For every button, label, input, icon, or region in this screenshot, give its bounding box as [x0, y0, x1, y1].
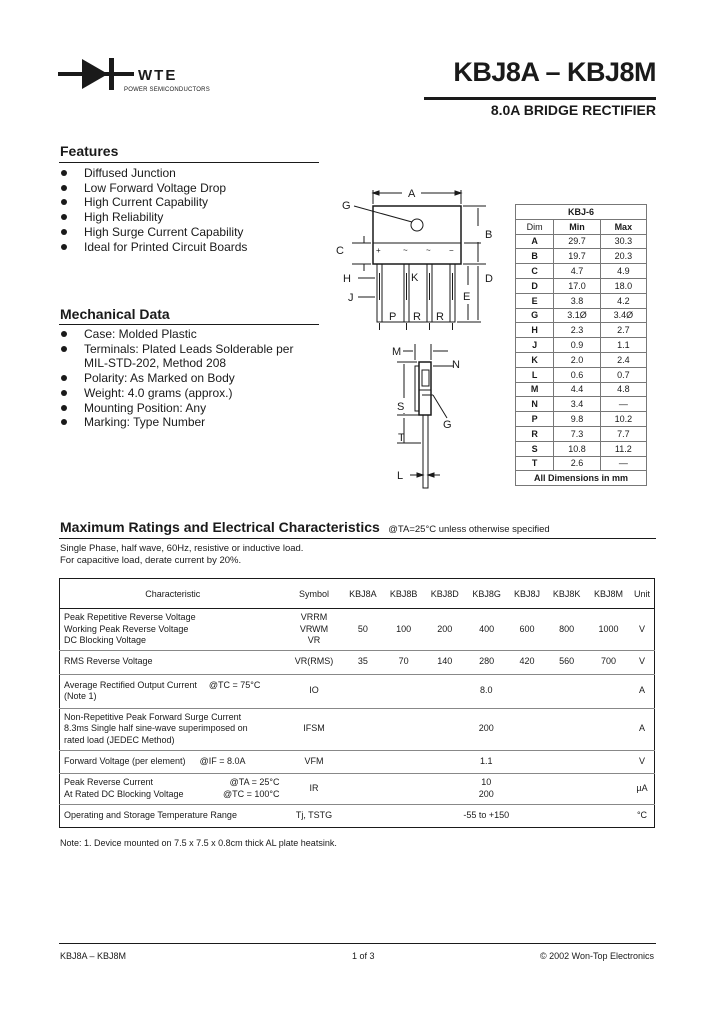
dim-label-n: N [452, 359, 460, 371]
mechanical-heading: Mechanical Data [60, 306, 170, 322]
mechanical-item: Polarity: As Marked on Body [59, 371, 319, 386]
mechanical-item: Case: Molded Plastic [59, 327, 319, 342]
dim-label-a: A [408, 188, 416, 200]
dim-label-l: L [397, 470, 404, 482]
header-rule [424, 97, 656, 100]
rt-symbol: VR [307, 635, 321, 645]
logo-text: WTE [138, 67, 178, 84]
mechanical-item: Weight: 4.0 grams (approx.) [59, 386, 319, 401]
pin-tilde-2: ~ [426, 246, 431, 255]
dim-col-header: Dim [516, 219, 554, 234]
ratings-footnote: Note: 1. Device mounted on 7.5 x 7.5 x 0.8cm thick AL plate heatsink. [60, 838, 337, 848]
rt-value: 560 [546, 650, 587, 674]
dim-col-header: Max [600, 219, 646, 234]
pin-minus: − [449, 246, 454, 255]
rt-symbol: Tj, TSTG [286, 804, 343, 827]
dim-label-d: D [485, 273, 493, 285]
rt-unit: V [630, 750, 655, 773]
table-row [60, 750, 655, 773]
dim-row [516, 352, 647, 367]
features-heading: Features [60, 143, 119, 159]
rt-char-cond: @TA = 25°C [229, 777, 280, 787]
dim-symbol: S [516, 441, 554, 456]
features-rule [59, 162, 319, 163]
dim-row [516, 367, 647, 382]
rt-col-header: KBJ8B [383, 579, 424, 609]
rt-col-header: KBJ8D [424, 579, 465, 609]
rt-symbol: IR [286, 773, 343, 804]
rt-symbol: VRRM [300, 612, 328, 622]
dim-row [516, 382, 647, 397]
logo-subtext: POWER SEMICONDUCTORS [124, 87, 210, 93]
mechanical-item: MIL-STD-202, Method 208 [84, 356, 227, 371]
dim-max: — [600, 456, 646, 471]
dim-symbol: P [516, 412, 554, 427]
dim-min: 0.6 [554, 367, 600, 382]
dim-symbol: J [516, 338, 554, 353]
dim-symbol: D [516, 278, 554, 293]
dim-label-j: J [348, 292, 354, 304]
dim-min: 3.4 [554, 397, 600, 412]
dim-symbol: R [516, 426, 554, 441]
dim-label-m: M [392, 346, 402, 358]
dim-max: 2.4 [600, 352, 646, 367]
rt-char-cond: @IF = 8.0A [199, 755, 246, 766]
feature-item: High Current Capability [59, 195, 319, 210]
rt-value: 35 [343, 650, 384, 674]
dim-row [516, 397, 647, 412]
ratings-note-2: For capacitive load, derate current by 20%. [60, 555, 242, 566]
feature-item: High Surge Current Capability [59, 225, 319, 240]
dim-min: 9.8 [554, 412, 600, 427]
rt-col-header: KBJ8J [508, 579, 547, 609]
dim-row [516, 426, 647, 441]
rt-char-line: Non-Repetitive Peak Forward Surge Current [64, 711, 242, 722]
dim-min: 2.3 [554, 323, 600, 338]
dim-label-g: G [342, 200, 351, 212]
dim-table-footer: All Dimensions in mm [516, 471, 647, 486]
rt-col-header: KBJ8M [587, 579, 630, 609]
dim-symbol: M [516, 382, 554, 397]
dim-symbol: C [516, 264, 554, 279]
rt-char-line: DC Blocking Voltage [64, 635, 147, 645]
rt-col-header: Characteristic [60, 579, 286, 609]
rt-char-cond: @TC = 100°C [222, 788, 280, 799]
dim-label-e: E [463, 291, 471, 303]
rt-value: 400 [466, 609, 508, 651]
dim-symbol: H [516, 323, 554, 338]
rt-char-line: rated load (JEDEC Method) [64, 734, 175, 745]
dim-row [516, 338, 647, 353]
ratings-rule [59, 538, 656, 539]
rt-unit: µA [630, 773, 655, 804]
rt-char: At Rated DC Blocking Voltage [64, 788, 184, 799]
dim-symbol: T [516, 456, 554, 471]
rt-value: 700 [587, 650, 630, 674]
dim-max: 7.7 [600, 426, 646, 441]
dim-min: 7.3 [554, 426, 600, 441]
dim-max: 1.1 [600, 338, 646, 353]
table-row [60, 674, 655, 708]
rt-char-line: 8.3ms Single half sine-wave superimposed on [64, 723, 248, 734]
rt-value: 200 [478, 788, 494, 799]
dim-symbol: K [516, 352, 554, 367]
ratings-table [59, 578, 655, 828]
dim-table-title: KBJ-6 [516, 205, 647, 220]
feature-item: High Reliability [59, 210, 319, 225]
dim-max: 20.3 [600, 249, 646, 264]
footer-left: KBJ8A – KBJ8M [60, 951, 127, 961]
rt-symbol: IO [286, 674, 343, 708]
footer-copyright: © 2002 Won-Top Electronics [539, 951, 654, 961]
dim-symbol: E [516, 293, 554, 308]
dim-row [516, 323, 647, 338]
features-list [59, 166, 319, 254]
dim-label-p: P [389, 311, 397, 323]
feature-item: Diffused Junction [59, 166, 319, 181]
dim-min: 3.8 [554, 293, 600, 308]
rt-value: 420 [508, 650, 547, 674]
rt-char: (Note 1) [64, 691, 97, 701]
part-title: KBJ8A – KBJ8M [453, 57, 656, 87]
mechanical-item: Mounting Position: Any [59, 401, 319, 416]
dim-max: 18.0 [600, 278, 646, 293]
package-outline-drawing [330, 180, 510, 490]
dim-max: 4.2 [600, 293, 646, 308]
dim-max: 0.7 [600, 367, 646, 382]
rt-unit: A [630, 674, 655, 708]
dim-symbol: N [516, 397, 554, 412]
rt-col-header: Symbol [286, 579, 343, 609]
mechanical-rule [59, 324, 319, 325]
dim-min: 3.1Ø [554, 308, 600, 323]
dim-max: 30.3 [600, 234, 646, 249]
pin-tilde-1: ~ [403, 246, 408, 255]
rt-value: 200 [343, 708, 630, 750]
rt-char: Operating and Storage Temperature Range [60, 804, 286, 827]
dim-symbol: A [516, 234, 554, 249]
dim-label-s: S [397, 401, 405, 413]
rt-unit: V [630, 609, 655, 651]
mechanical-item: Terminals: Plated Leads Solderable per [59, 342, 319, 357]
dim-label-h: H [343, 273, 351, 285]
dim-label-t: T [398, 432, 405, 444]
rt-value: 600 [508, 609, 547, 651]
footer-page: 1 of 3 [352, 951, 375, 961]
dim-row [516, 412, 647, 427]
dim-label-r1: R [413, 311, 421, 323]
dim-max: 4.8 [600, 382, 646, 397]
rt-value: 50 [343, 609, 384, 651]
rt-char: Forward Voltage (per element) [64, 755, 186, 766]
dim-row [516, 456, 647, 471]
dim-row [516, 441, 647, 456]
dim-label-r2: R [436, 311, 444, 323]
rt-value: -55 to +150 [343, 804, 630, 827]
dim-min: 2.0 [554, 352, 600, 367]
dim-min: 17.0 [554, 278, 600, 293]
dim-min: 10.8 [554, 441, 600, 456]
dim-row [516, 234, 647, 249]
rt-char-line: Working Peak Reverse Voltage [64, 623, 189, 634]
rt-unit: V [630, 650, 655, 674]
dim-row [516, 249, 647, 264]
rt-value: 1.1 [343, 750, 630, 773]
table-row [60, 609, 655, 651]
dim-label-b: B [485, 229, 493, 241]
dim-max: 11.2 [600, 441, 646, 456]
rt-unit: °C [630, 804, 655, 827]
dim-min: 29.7 [554, 234, 600, 249]
rt-value: 140 [424, 650, 465, 674]
rt-unit: A [630, 708, 655, 750]
rt-char: Peak Reverse Current [64, 777, 154, 787]
dim-label-k: K [411, 272, 419, 284]
rt-char-cond: @TC = 75°C [208, 679, 261, 690]
table-row [60, 650, 655, 674]
pin-plus: + [376, 246, 381, 255]
rt-value: 8.0 [343, 674, 630, 708]
ratings-condition: @TA=25°C unless otherwise specified [388, 524, 550, 535]
dim-max: 2.7 [600, 323, 646, 338]
dim-col-header: Min [554, 219, 600, 234]
dim-max: 4.9 [600, 264, 646, 279]
feature-item: Ideal for Printed Circuit Boards [59, 240, 319, 255]
dim-max: 10.2 [600, 412, 646, 427]
table-row [60, 773, 655, 804]
dim-symbol: L [516, 367, 554, 382]
rt-value: 800 [546, 609, 587, 651]
ratings-heading-row [60, 519, 550, 537]
rt-symbol: VFM [286, 750, 343, 773]
dim-row [516, 278, 647, 293]
part-subtitle: 8.0A BRIDGE RECTIFIER [490, 102, 656, 118]
dim-min: 4.7 [554, 264, 600, 279]
dim-max: — [600, 397, 646, 412]
rt-value: 200 [424, 609, 465, 651]
rt-value: 280 [466, 650, 508, 674]
ratings-heading: Maximum Ratings and Electrical Characteristics [60, 519, 380, 535]
table-row [60, 708, 655, 750]
rt-value: 100 [383, 609, 424, 651]
dim-min: 4.4 [554, 382, 600, 397]
dim-min: 2.6 [554, 456, 600, 471]
dim-max: 3.4Ø [600, 308, 646, 323]
rt-char: RMS Reverse Voltage [60, 650, 286, 674]
dim-symbol: G [516, 308, 554, 323]
mechanical-item: Marking: Type Number [59, 415, 319, 430]
rt-col-header: KBJ8K [546, 579, 587, 609]
footer-rule [59, 943, 656, 944]
rt-symbol: VRWM [299, 623, 329, 634]
rt-col-header: KBJ8A [343, 579, 384, 609]
dimension-table [515, 204, 647, 486]
dim-row [516, 264, 647, 279]
dim-min: 0.9 [554, 338, 600, 353]
rt-value: 10 [481, 777, 492, 787]
dim-row [516, 293, 647, 308]
dim-row [516, 308, 647, 323]
rt-value: 70 [383, 650, 424, 674]
dim-symbol: B [516, 249, 554, 264]
dim-label-c: C [336, 245, 344, 257]
rt-col-header: KBJ8G [466, 579, 508, 609]
mechanical-list [59, 327, 319, 430]
rt-symbol: IFSM [286, 708, 343, 750]
feature-item: Low Forward Voltage Drop [59, 181, 319, 196]
table-row [60, 804, 655, 827]
wte-logo-icon [58, 55, 134, 93]
ratings-note-1: Single Phase, half wave, 60Hz, resistive or inductive load. [60, 543, 304, 554]
rt-col-header: Unit [630, 579, 655, 609]
rt-value: 1000 [587, 609, 630, 651]
rt-symbol: VR(RMS) [286, 650, 343, 674]
dim-label-g2: G [443, 419, 452, 431]
rt-char: Average Rectified Output Current [64, 679, 197, 690]
dim-min: 19.7 [554, 249, 600, 264]
rt-char-line: Peak Repetitive Reverse Voltage [64, 612, 196, 622]
